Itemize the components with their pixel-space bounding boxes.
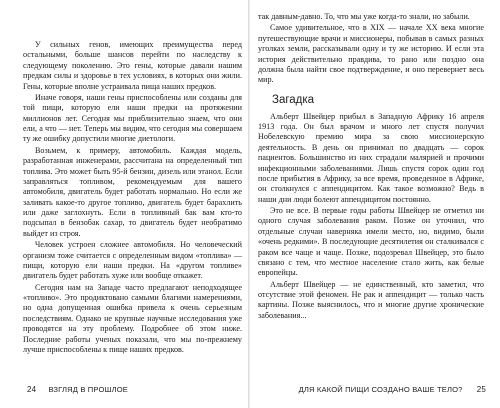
body-paragraph: Сегодня нам на Западе часто предлагают неподходящее «топливо». Это продиктовано самыми благими намерениями, но одна допущенная ошибка привела к очень серьезным последствиям. Однако не крупные научные исследования уже проводятся на эту проблему. Подробнее об этом ниже. Последние работы ученых показали, что мы по-прежнему лучше приспособлены к пище наших предков. — [23, 282, 242, 354]
body-paragraph: Альберт Швейцер — не единственный, кто заметил, что отсутствие этой феномен. Не рак и аппендицит — только часть картины. Позже выяснилось, что и многие другие хронические заболевания... — [258, 279, 484, 320]
body-paragraph: Это не все. В первые годы работы Швейцер не отметил ни одного случая заболевания раком. Позже он уточнил, что отдельные случаи наверняка имели место, но, видимо, были «очень редкими». В последующие десятилетия он сталкивался с раком все чаще и чаще. Позже, подозревал Швейцер, это было связано с тем, что местное население стало жить, как белые европейцы. — [258, 206, 484, 278]
body-paragraph: Возьмем, к примеру, автомобиль. Каждая модель, разработанная инженерами, рассчитана на определенный тип топлива. Это может быть 95-й бензин, дизель или этанол. Если заправляться топливом, рекомендуемым для вашего автомобиля, двигатель будет работать нормально. Но если же заливать какое-то другое топливо, двигатель будет барахлить или даже заглохнуть. Если в топливный бак вам кто-то подсыпал в бензобак сахар, то двигатель будет необратимо выйдет из строя. — [23, 145, 242, 238]
running-title: ДЛЯ КАКОЙ ПИЩИ СОЗДАНО ВАШЕ ТЕЛО? — [298, 385, 463, 394]
body-paragraph: Самое удивительное, что в XIX — начале XX века многие путешествующие врачи и миссионеры, побывав в самых разных уголках земли, рассказывали одну и ту же историю. И если эта история действительно правдива, то рано или поздно она должна была найти свое подтверждение, и оно перевернет весь мир. — [258, 23, 484, 85]
section-heading: Загадка — [272, 93, 315, 106]
left-page-footer — [27, 385, 128, 394]
left-page — [0, 0, 248, 408]
body-paragraph: У сильных генов, имеющих преимущества перед остальными, больше шансов перейти по наследству к следующему поколению. Это гены, которые давали нашим предкам силы и здоровье в тех условиях, в которых они жили. Гены, которые вполне устраивала пища наших предков. — [23, 40, 242, 91]
page-number: 25 — [476, 385, 486, 394]
right-page — [250, 0, 500, 408]
body-paragraph: Человек устроен сложнее автомобиля. Но человеческий организм тоже считается с определенным видом «топлива» — пищи, которую ели наши предки. На «другом топливе» двигатель будет работать хуже или вообще откажет. — [23, 240, 242, 281]
page-number: 24 — [27, 385, 37, 394]
body-paragraph: Иначе говоря, наши гены приспособлены или созданы для той пищи, которую ели наши предки на протяжении миллионов лет. Сегодня мы приблизительно знаем, что они ели, а что — нет. Теперь мы видим, что сегодня мы совершаем ту же ошибку допустили многие диетологи. — [23, 92, 242, 144]
body-paragraph: Альберт Швейцер прибыл в Западную Африку 16 апреля 1913 года. Он был врачом и много лет спустя получил Нобелевскую премию мира за свою миссионерскую деятельность. В день он принимал по двадцать — сорок пациентов. Большинство из них страдали малярией и прочими инфекционными заболеваниями. Лишь спустя сорок один год после прибытия в Африку, за все время, проведенное в Африке, он столкнулся с аппендицитом. Как такое возможно? Ведь в наши дни люди болеют аппендицитом постоянно. — [258, 111, 484, 204]
right-page-footer — [299, 385, 486, 394]
running-title: ВЗГЛЯД В ПРОШЛОЕ — [48, 385, 129, 394]
body-paragraph: так давным-давно. То, что мы уже когда-то знали, но забыли. — [258, 12, 470, 21]
